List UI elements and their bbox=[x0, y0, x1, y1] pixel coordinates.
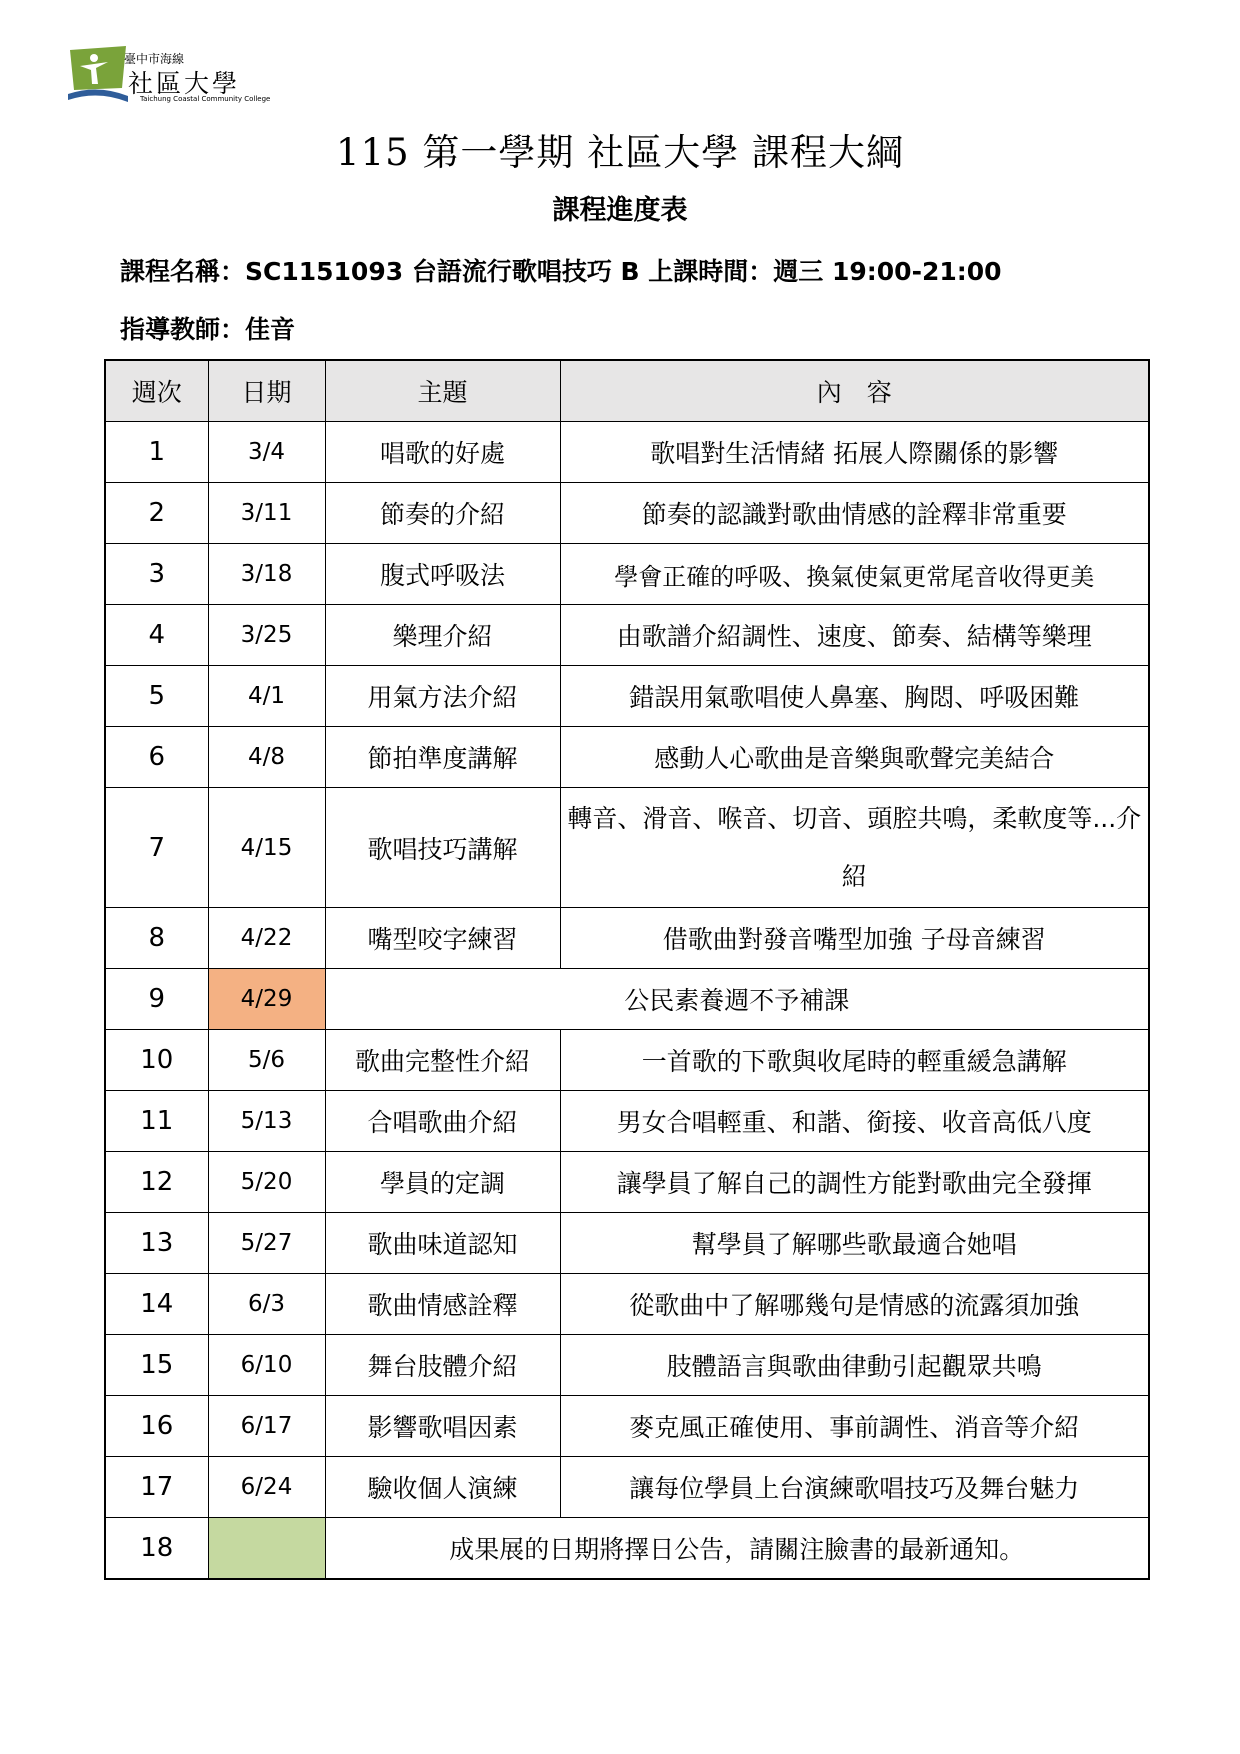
date-cell: 3/4 bbox=[208, 422, 325, 483]
table-row bbox=[105, 422, 1149, 483]
college-logo bbox=[68, 44, 271, 108]
content-cell: 學會正確的呼吸、換氣使氣更常尾音收得更美 bbox=[560, 544, 1149, 605]
topic-cell: 節拍準度講解 bbox=[325, 727, 560, 788]
week-cell: 17 bbox=[105, 1457, 208, 1518]
table-row bbox=[105, 1518, 1149, 1580]
course-info: 課程名稱：SC1151093 台語流行歌唱技巧 B 上課時間：週三 19:00-21:00 bbox=[120, 257, 1002, 286]
logo-text-top: 臺中市海線 bbox=[124, 52, 185, 66]
logo-text-main: 社區大學 bbox=[128, 69, 241, 98]
content-cell: 感動人心歌曲是音樂與歌聲完美結合 bbox=[560, 727, 1149, 788]
table-row bbox=[105, 908, 1149, 969]
week-cell: 3 bbox=[105, 544, 208, 605]
logo-text-en: Taichung Coastal Community College bbox=[140, 95, 271, 103]
topic-cell: 唱歌的好處 bbox=[325, 422, 560, 483]
header-date: 日期 bbox=[208, 360, 325, 422]
date-cell: 6/3 bbox=[208, 1274, 325, 1335]
content-cell: 轉音、滑音、喉音、切音、頭腔共鳴，柔軟度等...介紹 bbox=[560, 788, 1149, 908]
topic-cell: 歌曲味道認知 bbox=[325, 1213, 560, 1274]
table-row bbox=[105, 788, 1149, 908]
topic-cell: 歌曲完整性介紹 bbox=[325, 1030, 560, 1091]
note-cell: 公民素養週不予補課 bbox=[325, 969, 1149, 1030]
week-cell: 2 bbox=[105, 483, 208, 544]
content-cell: 男女合唱輕重、和諧、銜接、收音高低八度 bbox=[560, 1091, 1149, 1152]
date-cell: 6/24 bbox=[208, 1457, 325, 1518]
content-cell: 讓每位學員上台演練歌唱技巧及舞台魅力 bbox=[560, 1457, 1149, 1518]
week-cell: 16 bbox=[105, 1396, 208, 1457]
table-row bbox=[105, 544, 1149, 605]
date-cell: 4/15 bbox=[208, 788, 325, 908]
header-content: 內 容 bbox=[560, 360, 1149, 422]
content-cell: 一首歌的下歌與收尾時的輕重緩急講解 bbox=[560, 1030, 1149, 1091]
table-row bbox=[105, 1335, 1149, 1396]
topic-cell: 舞台肢體介紹 bbox=[325, 1335, 560, 1396]
week-cell: 5 bbox=[105, 666, 208, 727]
content-cell: 從歌曲中了解哪幾句是情感的流露須加強 bbox=[560, 1274, 1149, 1335]
date-cell: 6/10 bbox=[208, 1335, 325, 1396]
page-subtitle: 課程進度表 bbox=[552, 195, 688, 226]
date-cell: 5/27 bbox=[208, 1213, 325, 1274]
topic-cell: 樂理介紹 bbox=[325, 605, 560, 666]
week-cell: 18 bbox=[105, 1518, 208, 1580]
page-title: 115 第一學期 社區大學 課程大綱 bbox=[336, 131, 904, 174]
week-cell: 6 bbox=[105, 727, 208, 788]
week-cell: 1 bbox=[105, 422, 208, 483]
table-row bbox=[105, 1091, 1149, 1152]
date-cell: 5/20 bbox=[208, 1152, 325, 1213]
topic-cell: 嘴型咬字練習 bbox=[325, 908, 560, 969]
date-cell: 3/18 bbox=[208, 544, 325, 605]
topic-cell: 合唱歌曲介紹 bbox=[325, 1091, 560, 1152]
table-row bbox=[105, 1274, 1149, 1335]
topic-cell: 影響歌唱因素 bbox=[325, 1396, 560, 1457]
table-row bbox=[105, 483, 1149, 544]
topic-cell: 節奏的介紹 bbox=[325, 483, 560, 544]
date-cell: 5/6 bbox=[208, 1030, 325, 1091]
content-cell: 幫學員了解哪些歌最適合她唱 bbox=[560, 1213, 1149, 1274]
note-cell: 成果展的日期將擇日公告，請關注臉書的最新通知。 bbox=[325, 1518, 1149, 1580]
header-week: 週次 bbox=[105, 360, 208, 422]
content-cell: 借歌曲對發音嘴型加強 子母音練習 bbox=[560, 908, 1149, 969]
week-cell: 14 bbox=[105, 1274, 208, 1335]
date-cell: 4/8 bbox=[208, 727, 325, 788]
header-topic: 主題 bbox=[325, 360, 560, 422]
date-cell: 4/29 bbox=[208, 969, 325, 1030]
week-cell: 4 bbox=[105, 605, 208, 666]
table-row bbox=[105, 1030, 1149, 1091]
content-cell: 節奏的認識對歌曲情感的詮釋非常重要 bbox=[560, 483, 1149, 544]
table-row bbox=[105, 969, 1149, 1030]
instructor-info: 指導教師：佳音 bbox=[120, 315, 296, 344]
date-cell: 3/11 bbox=[208, 483, 325, 544]
date-cell: 3/25 bbox=[208, 605, 325, 666]
date-cell bbox=[208, 1518, 325, 1580]
week-cell: 7 bbox=[105, 788, 208, 908]
topic-cell: 學員的定調 bbox=[325, 1152, 560, 1213]
table-row bbox=[105, 1213, 1149, 1274]
content-cell: 歌唱對生活情緒 拓展人際關係的影響 bbox=[560, 422, 1149, 483]
table-row bbox=[105, 1152, 1149, 1213]
topic-cell: 用氣方法介紹 bbox=[325, 666, 560, 727]
date-cell: 5/13 bbox=[208, 1091, 325, 1152]
week-cell: 13 bbox=[105, 1213, 208, 1274]
date-cell: 4/22 bbox=[208, 908, 325, 969]
date-cell: 4/1 bbox=[208, 666, 325, 727]
table-row bbox=[105, 1396, 1149, 1457]
week-cell: 10 bbox=[105, 1030, 208, 1091]
content-cell: 肢體語言與歌曲律動引起觀眾共鳴 bbox=[560, 1335, 1149, 1396]
week-cell: 8 bbox=[105, 908, 208, 969]
table-header-row bbox=[105, 360, 1149, 422]
schedule-table bbox=[104, 359, 1150, 1580]
table-row bbox=[105, 666, 1149, 727]
topic-cell: 驗收個人演練 bbox=[325, 1457, 560, 1518]
topic-cell: 歌曲情感詮釋 bbox=[325, 1274, 560, 1335]
content-cell: 麥克風正確使用、事前調性、消音等介紹 bbox=[560, 1396, 1149, 1457]
content-cell: 錯誤用氣歌唱使人鼻塞、胸悶、呼吸困難 bbox=[560, 666, 1149, 727]
content-cell: 由歌譜介紹調性、速度、節奏、結構等樂理 bbox=[560, 605, 1149, 666]
week-cell: 9 bbox=[105, 969, 208, 1030]
logo-emblem-icon bbox=[68, 44, 128, 106]
topic-cell: 腹式呼吸法 bbox=[325, 544, 560, 605]
week-cell: 12 bbox=[105, 1152, 208, 1213]
content-cell: 讓學員了解自己的調性方能對歌曲完全發揮 bbox=[560, 1152, 1149, 1213]
topic-cell: 歌唱技巧講解 bbox=[325, 788, 560, 908]
week-cell: 11 bbox=[105, 1091, 208, 1152]
table-row bbox=[105, 605, 1149, 666]
table-row bbox=[105, 1457, 1149, 1518]
date-cell: 6/17 bbox=[208, 1396, 325, 1457]
table-row bbox=[105, 727, 1149, 788]
week-cell: 15 bbox=[105, 1335, 208, 1396]
